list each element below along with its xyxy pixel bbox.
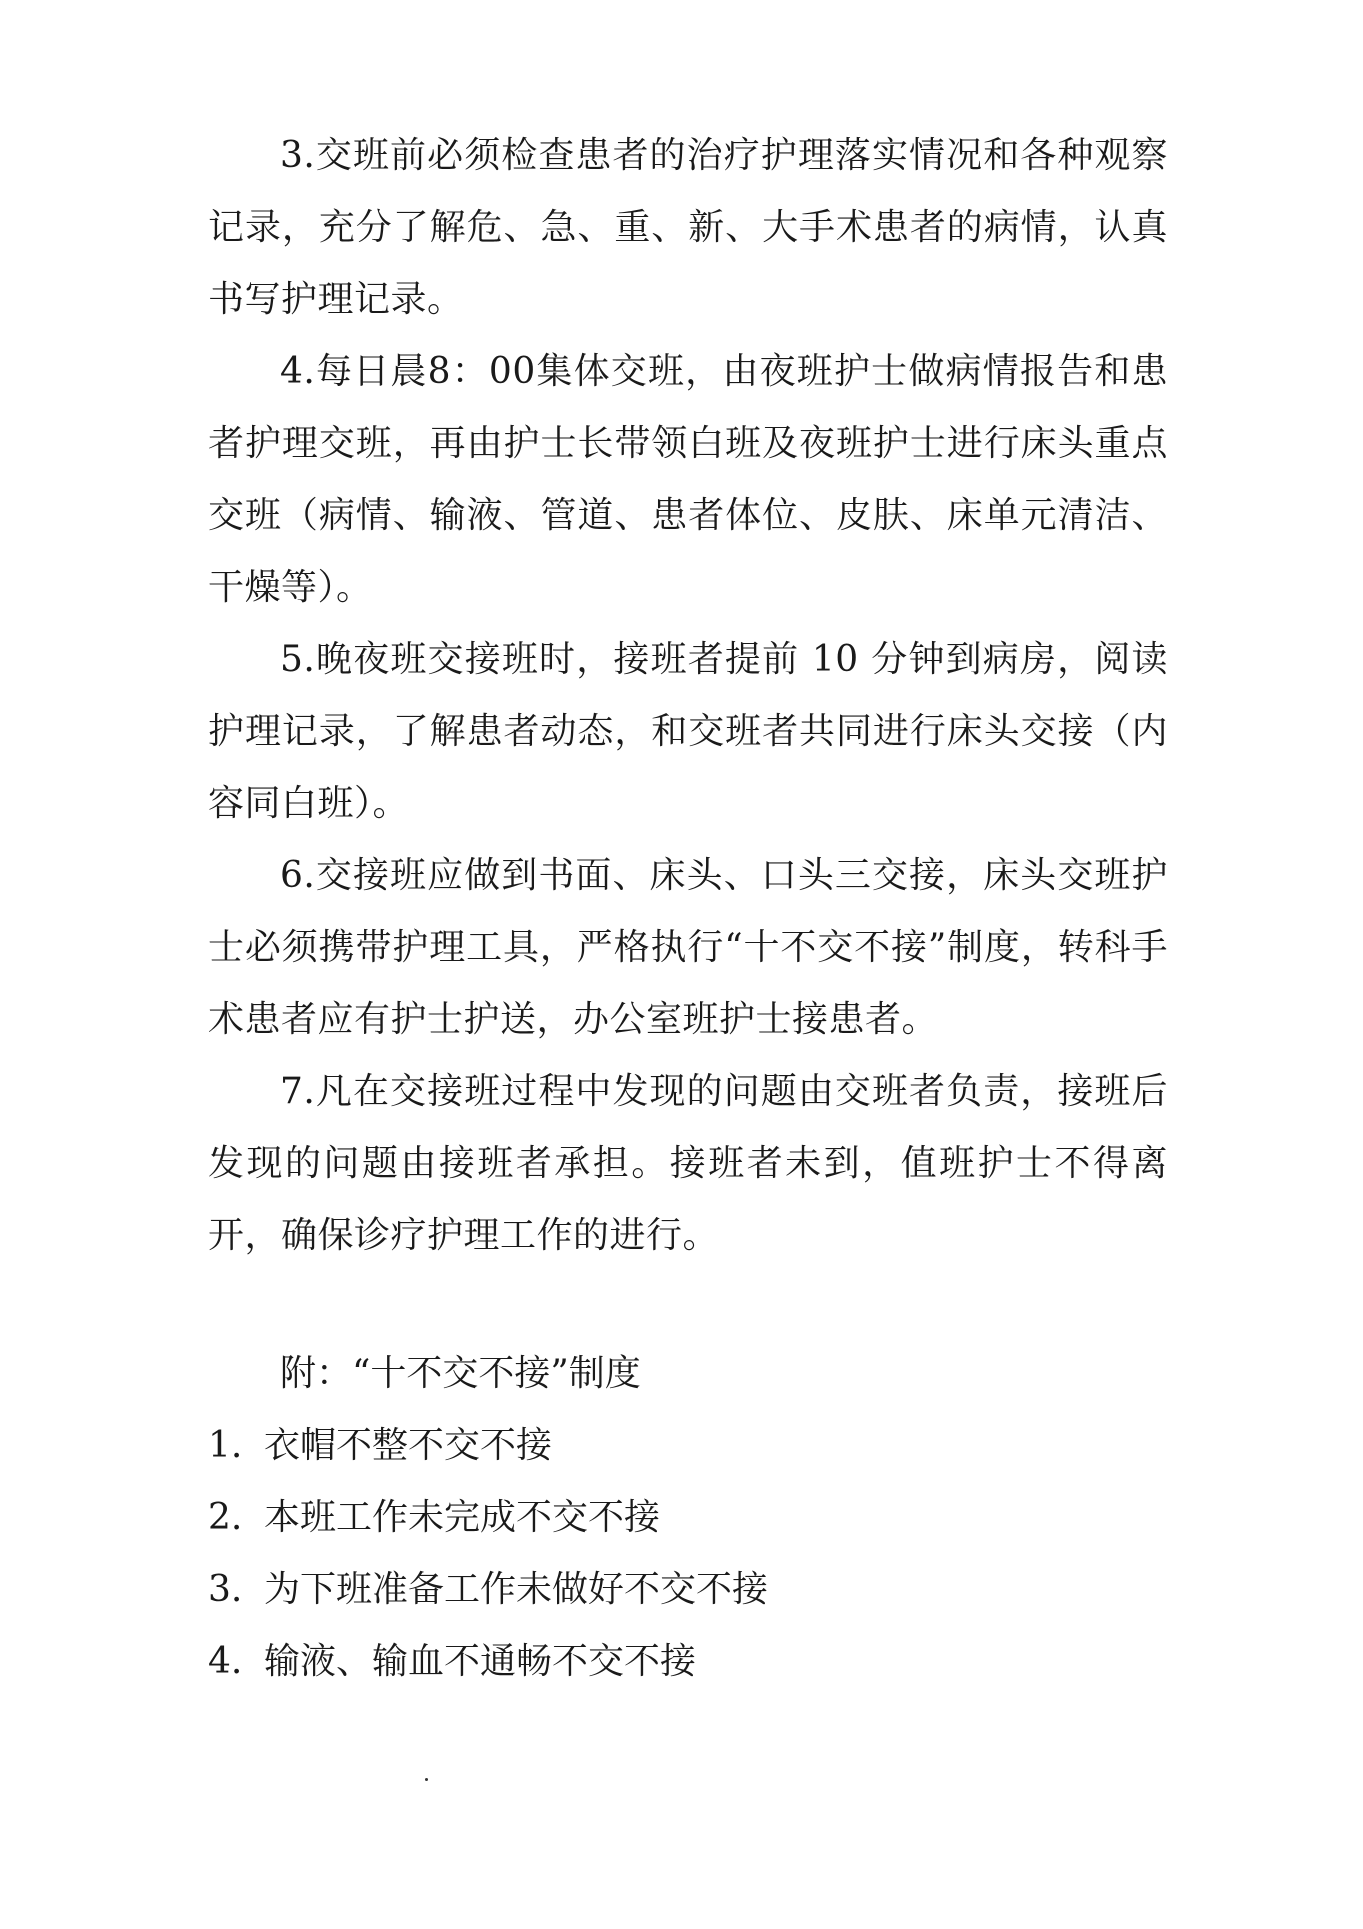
paragraph-4: 4.每日晨8：00集体交班，由夜班护士做病情报告和患者护理交班，再由护士长带领白班及夜班护士进行床头重点交班（病情、输液、管道、患者体位、皮肤、床单元清洁、干燥等）。 (208, 351, 1168, 608)
list-item (208, 1626, 768, 1698)
list-item-text: 输液、输血不通畅不交不接 (264, 1641, 697, 1682)
list-item (208, 1410, 768, 1482)
list-item-number: 2. (208, 1497, 243, 1538)
list-item-text: 衣帽不整不交不接 (264, 1425, 553, 1466)
list-item (208, 1554, 768, 1626)
appendix-list (208, 1410, 768, 1698)
paragraph-6: 6.交接班应做到书面、床头、口头三交接，床头交班护士必须携带护理工具，严格执行“十不交不接”制度，转科手术患者应有护士护送，办公室班护士接患者。 (208, 855, 1168, 1040)
list-item-number: 4. (208, 1641, 243, 1682)
paragraph-3: 3.交班前必须检查患者的治疗护理落实情况和各种观察记录，充分了解危、急、重、新、大手术患者的病情，认真书写护理记录。 (208, 135, 1168, 320)
paragraph-7: 7.凡在交接班过程中发现的问题由交班者负责，接班后发现的问题由接班者承担。接班者未到，值班护士不得离开，确保诊疗护理工作的进行。 (208, 1071, 1168, 1256)
appendix-title: 附：“十不交不接”制度 (280, 1353, 641, 1394)
footer-dot (425, 1778, 428, 1781)
list-item (208, 1482, 768, 1554)
paragraph-5: 5.晚夜班交接班时，接班者提前 10 分钟到病房，阅读护理记录，了解患者动态，和交班者共同进行床头交接（内容同白班）。 (208, 639, 1168, 824)
list-item-number: 1. (208, 1425, 243, 1466)
list-item-text: 本班工作未完成不交不接 (264, 1497, 661, 1538)
list-item-text: 为下班准备工作未做好不交不接 (264, 1569, 769, 1610)
list-item-number: 3. (208, 1569, 243, 1610)
